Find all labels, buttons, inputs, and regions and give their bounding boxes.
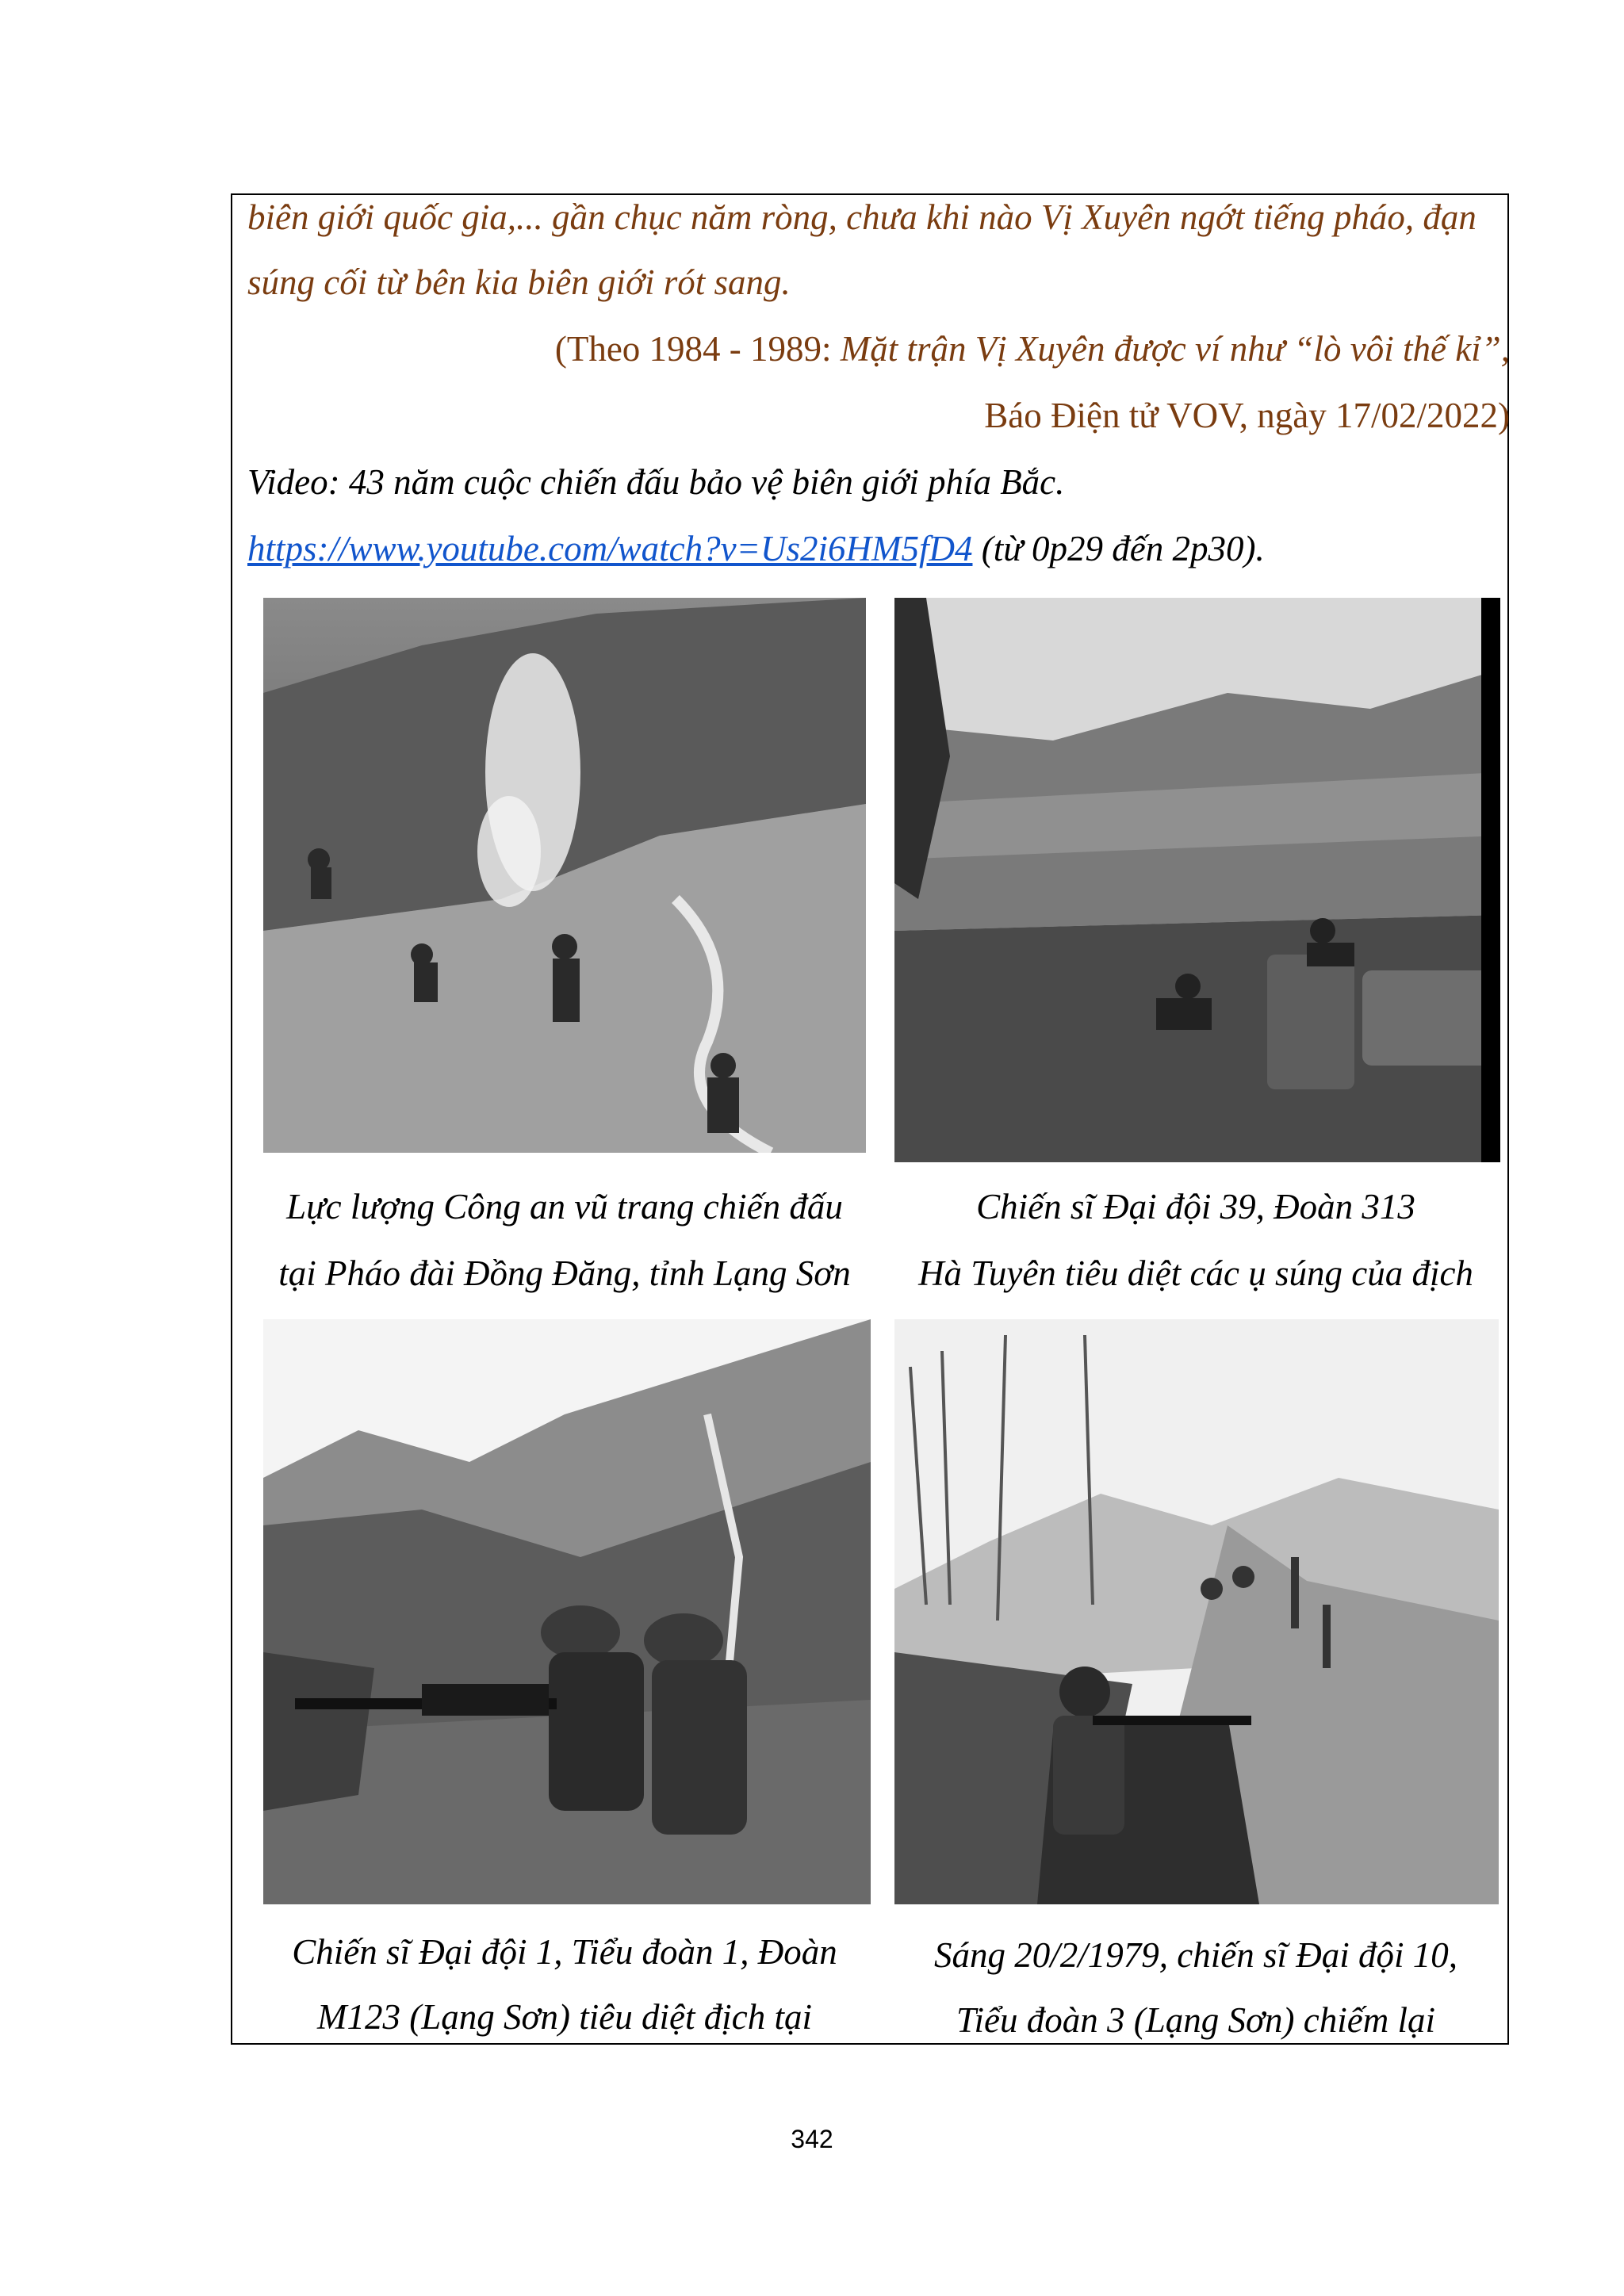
page-number: 342 xyxy=(791,2125,833,2153)
citation-title: Mặt trận Vị Xuyên được ví như “lò vôi thế kỉ”, xyxy=(840,329,1510,369)
caption-photo-3-line-2: M123 (Lạng Sơn) tiêu diệt địch tại xyxy=(317,1997,812,2037)
video-range: (từ 0p29 đến 2p30). xyxy=(972,529,1265,568)
quote-line-2: súng cối từ bên kia biên giới rót sang. xyxy=(247,262,791,302)
caption-photo-1-line-2: tại Pháo đài Đồng Đăng, tỉnh Lạng Sơn xyxy=(278,1253,851,1293)
citation-line-1 xyxy=(555,325,1510,373)
video-line xyxy=(247,525,1265,572)
caption-photo-2-line-1: Chiến sĩ Đại đội 39, Đoàn 313 xyxy=(976,1187,1415,1226)
photo-machine-gun-mountain xyxy=(263,1319,871,1904)
video-label: Video: 43 năm cuộc chiến đấu bảo vệ biên giới phía Bắc. xyxy=(247,462,1065,502)
caption-photo-2-line-2: Hà Tuyên tiêu diệt các ụ súng của địch xyxy=(918,1253,1473,1293)
photo-trench-rifle xyxy=(894,1319,1499,1904)
citation-line-2: Báo Điện tử VOV, ngày 17/02/2022) xyxy=(984,396,1510,435)
quote-line-1: biên giới quốc gia,... gần chục năm ròng, chưa khi nào Vị Xuyên ngớt tiếng pháo, đạn xyxy=(247,197,1477,237)
caption-photo-3-line-1: Chiến sĩ Đại đội 1, Tiểu đoàn 1, Đoàn xyxy=(292,1932,837,1972)
citation-prefix: (Theo 1984 - 1989: xyxy=(554,329,841,369)
caption-photo-4-line-1: Sáng 20/2/1979, chiến sĩ Đại đội 10, xyxy=(934,1935,1457,1975)
photo-border-fortress-battle xyxy=(263,598,866,1153)
photo-soldiers-bunker xyxy=(894,598,1500,1162)
caption-photo-4-line-2: Tiểu đoàn 3 (Lạng Sơn) chiếm lại xyxy=(956,2000,1435,2040)
caption-photo-1-line-1: Lực lượng Công an vũ trang chiến đấu xyxy=(286,1187,843,1226)
video-link[interactable]: https://www.youtube.com/watch?v=Us2i6HM5fD4 xyxy=(247,529,973,568)
